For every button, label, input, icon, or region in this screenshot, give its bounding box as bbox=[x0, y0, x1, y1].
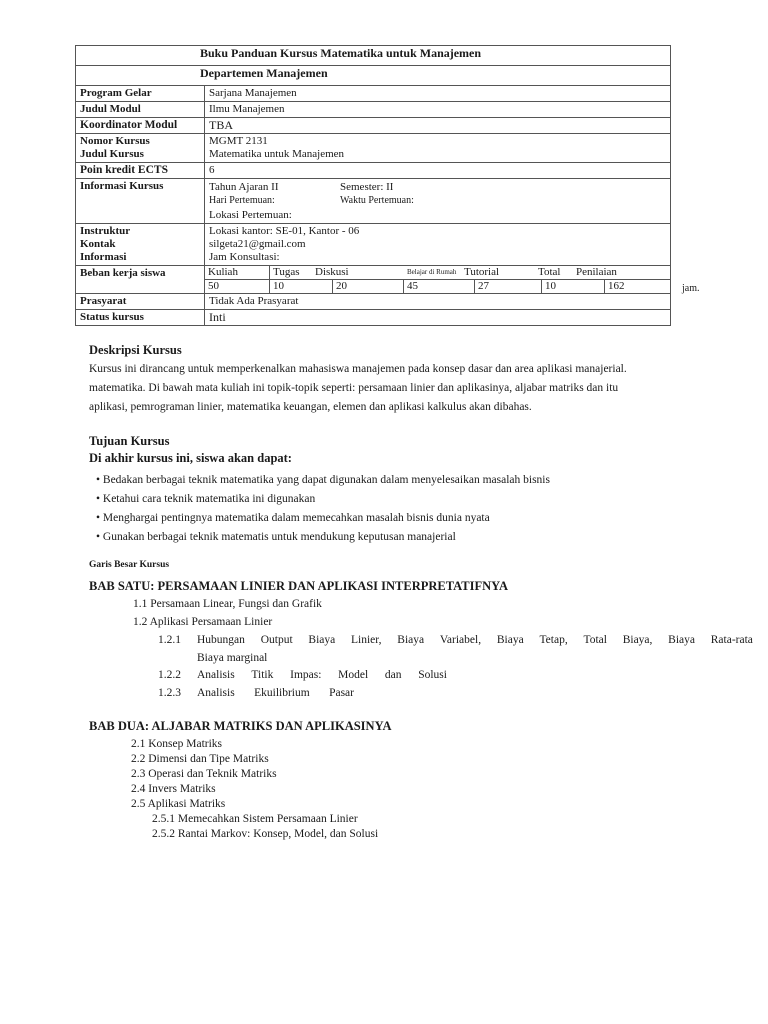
list-item: • Ketahui cara teknik matematika ini digunakan bbox=[96, 493, 316, 505]
program-value: Sarjana Manajemen bbox=[205, 86, 671, 102]
ects-value: 6 bbox=[205, 163, 671, 179]
prereq-label: Prasyarat bbox=[76, 294, 205, 310]
workload-header-row bbox=[205, 266, 670, 280]
description-line: aplikasi, pemrograman linier, matematika keuangan, elemen dan aplikasi kalkulus akan dibahas. bbox=[89, 401, 532, 413]
list-item: 2.3 Operasi dan Teknik Matriks bbox=[131, 768, 277, 780]
description-body bbox=[89, 360, 627, 417]
section-1-2-1-continuation: Biaya marginal bbox=[197, 652, 268, 664]
workload-cell bbox=[205, 266, 671, 294]
coordinator-value: TBA bbox=[205, 118, 671, 134]
outline-word: Analisis bbox=[197, 669, 235, 681]
workload-value-assignment: 10 bbox=[269, 280, 332, 293]
section-1-2-3-text bbox=[197, 687, 354, 699]
workload-header-assignment: Tugas bbox=[269, 266, 309, 279]
outline-word: Analisis bbox=[197, 687, 235, 699]
objectives-subtitle: Di akhir kursus ini, siswa akan dapat: bbox=[89, 451, 292, 465]
list-item: • Gunakan berbagai teknik matematis untuk mendukung keputusan manajerial bbox=[96, 531, 456, 543]
workload-label: Beban kerja siswa bbox=[76, 266, 205, 294]
meeting-place: Lokasi Pertemuan: bbox=[209, 209, 292, 221]
outline-word: Variabel, bbox=[439, 634, 482, 646]
workload-value-row bbox=[205, 280, 670, 293]
department-title: Departemen Manajemen bbox=[76, 66, 671, 86]
course-number-value: MGMT 2131 bbox=[209, 135, 268, 147]
module-label: Judul Modul bbox=[76, 102, 205, 118]
section-1-2-1-text bbox=[197, 634, 753, 646]
outline-word: dan bbox=[384, 669, 402, 681]
outline-title: Garis Besar Kursus bbox=[89, 560, 170, 570]
chapter-2-sections bbox=[131, 737, 277, 812]
list-item: • Bedakan berbagai teknik matematika yang dapat digunakan dalam menyelesaikan masalah bisnis bbox=[96, 474, 550, 486]
outline-word: Total bbox=[583, 634, 607, 646]
section-1-2-2-text bbox=[197, 669, 447, 681]
objectives-list bbox=[96, 471, 550, 547]
section-1-2: 1.2 Aplikasi Persamaan Linier bbox=[133, 616, 273, 628]
objectives-title: Tujuan Kursus bbox=[89, 434, 170, 448]
chapter-2-subsections bbox=[152, 812, 378, 842]
workload-header-total: Total bbox=[538, 266, 561, 278]
status-value: Inti bbox=[205, 310, 671, 326]
list-item: 2.2 Dimensi dan Tipe Matriks bbox=[131, 753, 269, 765]
workload-header-discussion: Diskusi bbox=[315, 266, 349, 278]
list-item: 2.5.1 Memecahkan Sistem Persamaan Linier bbox=[152, 813, 358, 825]
outline-word: Output bbox=[260, 634, 293, 646]
course-title-label: Judul Kursus bbox=[80, 148, 144, 160]
list-item: • Menghargai pentingnya matematika dalam memecahkan masalah bisnis dunia nyata bbox=[96, 512, 490, 524]
course-title-value: Matematika untuk Manajemen bbox=[209, 148, 345, 160]
section-1-2-1-number: 1.2.1 bbox=[158, 634, 181, 646]
chapter-1-title: BAB SATU: PERSAMAAN LINIER DAN APLIKASI INTERPRETATIFNYA bbox=[89, 579, 509, 593]
instructor-labels bbox=[76, 224, 205, 266]
outline-word: Biaya bbox=[668, 634, 695, 646]
description-line: matematika. Di bawah mata kuliah ini topik-topik seperti: persamaan linier dan aplikasinya, aljabar matriks dan itu bbox=[89, 382, 619, 394]
workload-value-lecture: 50 bbox=[208, 280, 219, 292]
instructor-email[interactable]: silgeta21@gmail.com bbox=[209, 238, 306, 250]
workload-header-assessment: Penilaian bbox=[576, 266, 617, 278]
course-id-labels bbox=[76, 134, 205, 163]
course-info-label: Informasi Kursus bbox=[76, 179, 205, 224]
outline-word: Model bbox=[338, 669, 369, 681]
prereq-value: Tidak Ada Prasyarat bbox=[205, 294, 671, 310]
outline-word: Pasar bbox=[329, 687, 354, 699]
module-value: Ilmu Manajemen bbox=[205, 102, 671, 118]
section-1-2-3-number: 1.2.3 bbox=[158, 687, 181, 699]
outline-word: Hubungan bbox=[197, 634, 245, 646]
outline-word: Biaya bbox=[496, 634, 524, 646]
outline-word: Titik bbox=[251, 669, 274, 681]
course-id-values bbox=[205, 134, 671, 163]
instructor-values bbox=[205, 224, 671, 266]
office-location: Lokasi kantor: SE-01, Kantor - 06 bbox=[209, 225, 360, 237]
section-1-1: 1.1 Persamaan Linear, Fungsi dan Grafik bbox=[133, 598, 322, 610]
workload-header-lecture: Kuliah bbox=[208, 266, 238, 278]
handbook-title: Buku Panduan Kursus Matematika untuk Manajemen bbox=[76, 46, 671, 66]
section-1-2-2-number: 1.2.2 bbox=[158, 669, 181, 681]
ects-label: Poin kredit ECTS bbox=[76, 163, 205, 179]
workload-header-tutorial: Tutorial bbox=[464, 266, 500, 278]
outline-word: Biaya bbox=[397, 634, 425, 646]
academic-year: Tahun Ajaran II bbox=[209, 181, 279, 193]
course-info-table bbox=[75, 45, 671, 326]
instructor-label: Instruktur bbox=[80, 225, 131, 237]
workload-value-tutorial: 27 bbox=[474, 280, 541, 293]
workload-value-homestudy: 45 bbox=[403, 280, 474, 293]
list-item: 2.1 Konsep Matriks bbox=[131, 738, 223, 750]
list-item: 2.5.2 Rantai Markov: Konsep, Model, dan Solusi bbox=[152, 828, 379, 840]
program-label: Program Gelar bbox=[76, 86, 205, 102]
description-title: Deskripsi Kursus bbox=[89, 343, 182, 357]
description-line: Kursus ini dirancang untuk memperkenalkan mahasiswa manajemen pada konsep dasar dan area aplikasi manajerial. bbox=[89, 363, 627, 375]
outline-word: Linier, bbox=[351, 634, 382, 646]
coordinator-label: Koordinator Modul bbox=[76, 118, 205, 134]
outline-word: Biaya bbox=[308, 634, 336, 646]
outline-word: Biaya, bbox=[622, 634, 653, 646]
list-item: 2.5 Aplikasi Matriks bbox=[131, 798, 226, 810]
status-label: Status kursus bbox=[76, 310, 205, 326]
meeting-time: Waktu Pertemuan: bbox=[340, 195, 414, 206]
contact-label: Kontak bbox=[80, 238, 116, 250]
information-label: Informasi bbox=[80, 251, 127, 263]
workload-unit: jam. bbox=[682, 283, 700, 294]
semester: Semester: II bbox=[340, 181, 394, 193]
workload-value-discussion: 20 bbox=[332, 280, 403, 293]
workload-value-assessment: 162 bbox=[604, 280, 670, 293]
workload-header-homestudy: Belajar di Rumah bbox=[407, 268, 457, 276]
list-item: 2.4 Invers Matriks bbox=[131, 783, 216, 795]
consultation-hours: Jam Konsultasi: bbox=[209, 251, 280, 263]
workload-value-total: 10 bbox=[541, 280, 604, 293]
outline-word: Solusi bbox=[418, 669, 447, 681]
course-info-value bbox=[205, 179, 671, 224]
outline-word: Tetap, bbox=[539, 634, 568, 646]
meeting-day: Hari Pertemuan: bbox=[209, 195, 275, 206]
course-number-label: Nomor Kursus bbox=[80, 135, 150, 147]
outline-word: Ekuilibrium bbox=[254, 687, 310, 699]
outline-word: Impas: bbox=[290, 669, 322, 681]
chapter-2-title: BAB DUA: ALJABAR MATRIKS DAN APLIKASINYA bbox=[89, 719, 392, 733]
outline-word: Rata-rata bbox=[710, 634, 753, 646]
